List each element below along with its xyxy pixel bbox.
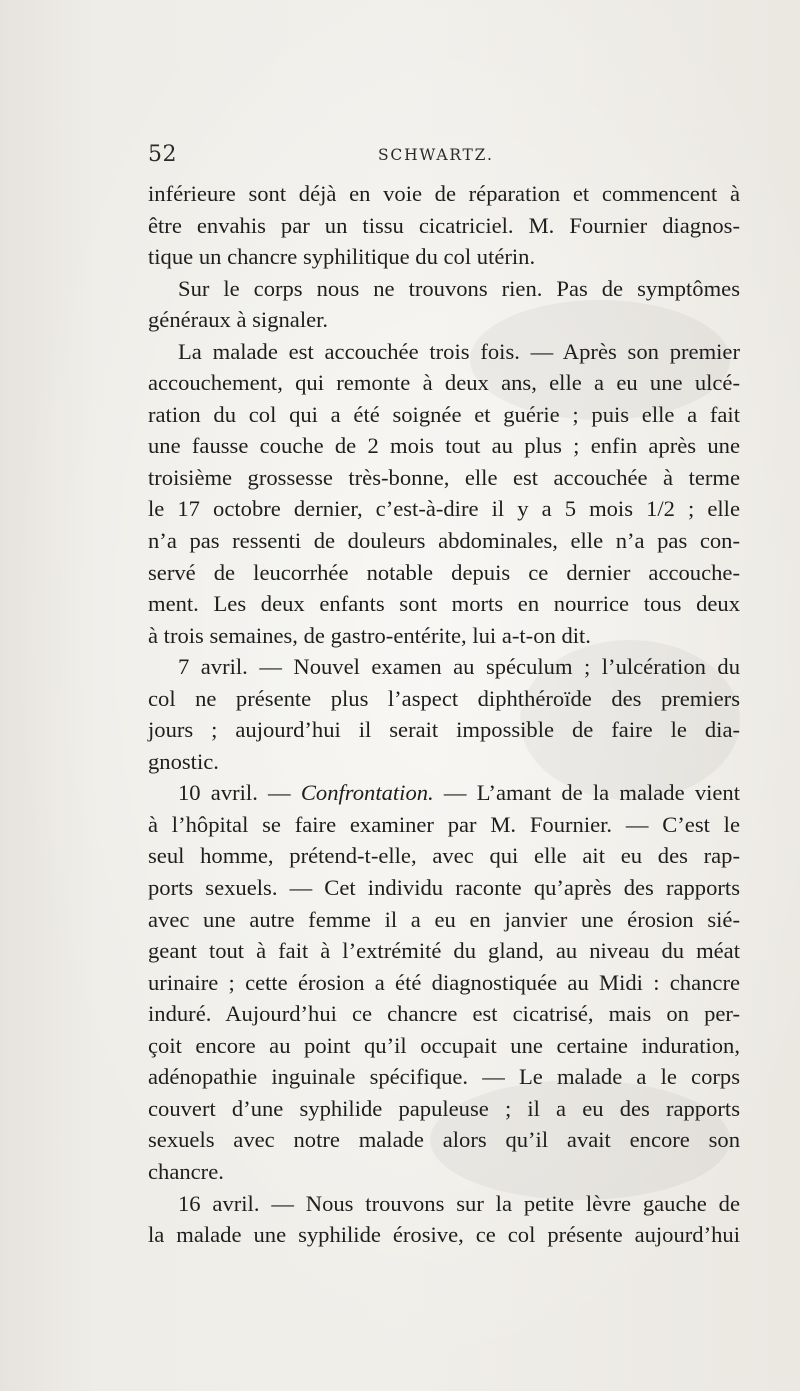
text-line: urinaire ; cette érosion a été diagnostiquée au Midi : chancre — [148, 969, 740, 995]
text-line: ports sexuels. — Cet individu raconte qu’après des rapports — [148, 875, 740, 901]
text-line: ment. Les deux enfants sont morts en nourrice tous deux — [148, 591, 740, 617]
text-line-confrontation — [148, 777, 740, 809]
body-text — [148, 178, 740, 1251]
text-line: accouchement, qui remonte à deux ans, elle a eu une ulcé- — [148, 370, 740, 396]
confrontation-heading: Confrontation. — [300, 780, 434, 806]
text-line: tique un chancre syphilitique du col utérin. — [148, 244, 536, 270]
text-line: servé de leucorrhée notable depuis ce dernier accouche- — [148, 559, 740, 585]
text-segment: 10 avril. — — [178, 780, 301, 806]
text-line: 7 avril. — Nouvel examen au spéculum ; l’ulcération du — [178, 654, 740, 680]
text-line: gnostic. — [148, 748, 219, 774]
text-line: chancre. — [148, 1158, 224, 1184]
text-line: couvert d’une syphilide papuleuse ; il a eu des rapports — [148, 1095, 740, 1121]
text-line: col ne présente plus l’aspect diphthéroïde des premiers — [148, 685, 740, 711]
text-line: ration du col qui a été soignée et guérie ; puis elle a fait — [148, 401, 740, 427]
text-line: n’a pas ressenti de douleurs abdominales, elle n’a pas con- — [148, 528, 740, 554]
page-header — [148, 142, 740, 172]
text-line: jours ; aujourd’hui il serait impossible de faire le dia- — [148, 717, 740, 743]
text-line: La malade est accouchée trois fois. — Après son premier — [178, 338, 740, 364]
text-line: à l’hôpital se faire examiner par M. Fournier. — C’est le — [148, 811, 740, 837]
text-line: geant tout à fait à l’extrémité du gland, au niveau du méat — [148, 938, 740, 964]
text-line: être envahis par un tissu cicatriciel. M. Fournier diagnos- — [148, 212, 740, 238]
text-line: la malade une syphilide érosive, ce col présente aujourd’hui — [148, 1222, 740, 1248]
text-line: généraux à signaler. — [148, 307, 329, 333]
text-line: induré. Aujourd’hui ce chancre est cicatrisé, mais on per- — [148, 1001, 740, 1027]
text-line: Sur le corps nous ne trouvons rien. Pas de symptômes — [178, 275, 740, 301]
text-line: le 17 octobre dernier, c’est-à-dire il y a 5 mois 1/2 ; elle — [148, 496, 740, 522]
page-number: 52 — [148, 142, 177, 167]
text-line: 16 avril. — Nous trouvons sur la petite lèvre gauche de — [178, 1190, 740, 1216]
text-segment: — L’amant de la malade vient — [433, 780, 741, 806]
text-line: sexuels avec notre malade alors qu’il avait encore son — [148, 1127, 740, 1153]
text-line: avec une autre femme il a eu en janvier une érosion sié- — [148, 906, 740, 932]
running-head: SCHWARTZ. — [378, 146, 494, 164]
text-line: seul homme, prétend-t-elle, avec qui elle ait eu des rap- — [148, 843, 740, 869]
text-line: une fausse couche de 2 mois tout au plus ; enfin après une — [148, 433, 740, 459]
text-line: troisième grossesse très-bonne, elle est accouchée à terme — [148, 464, 740, 490]
text-line: çoit encore au point qu’il occupait une certaine induration, — [148, 1032, 740, 1058]
text-line: inférieure sont déjà en voie de réparation et commencent à — [148, 181, 740, 206]
text-line: adénopathie inguinale spécifique. — Le malade a le corps — [148, 1064, 740, 1090]
text-line: à trois semaines, de gastro-entérite, lui a-t-on dit. — [148, 622, 591, 648]
